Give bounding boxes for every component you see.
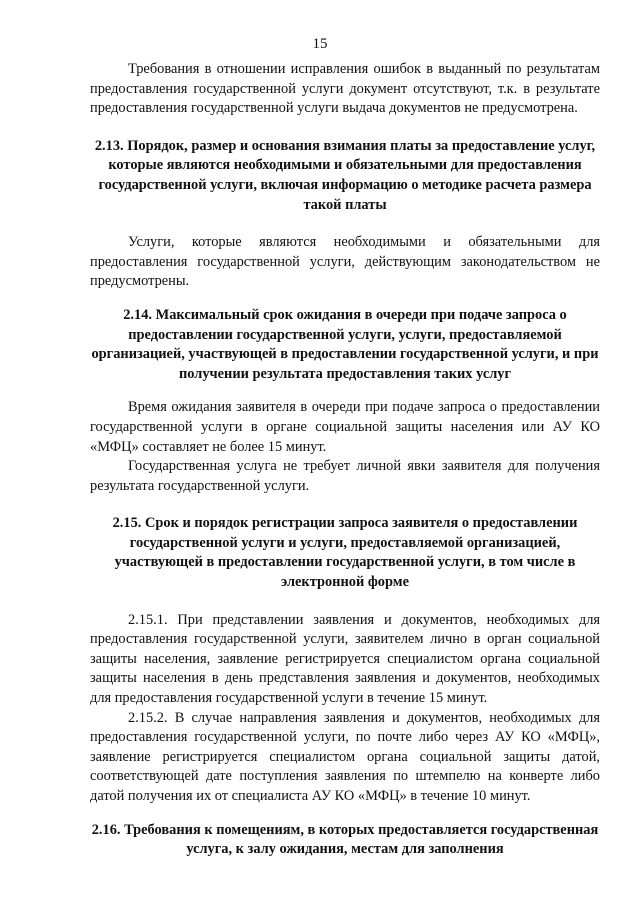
paragraph-2-15-2: 2.15.2. В случае направления заявления и документов, необходимых для предоставления государственной услуги, по почте либо через АУ КО «МФЦ», заявление регистрируется специалистом органа социальной защиты датой, соответствующей дате поступления заявления по штемпелю на конверте либо датой получения их от специалиста АУ КО «МФЦ» в течение 10 минут. [90, 709, 600, 804]
paragraph-waiting-time: Время ожидания заявителя в очереди при подаче запроса о предоставлении государственной услуги в органе социальной защиты населения или АУ КО «МФЦ» составляет не более 15 минут. [90, 399, 600, 455]
page-number: 15 [312, 36, 328, 52]
heading-2-14: 2.14. Максимальный срок ожидания в очереди при подаче запроса о предоставлении государственной услуги, услуги, предоставляемой организацией, участвующей в предоставлении государственной услуги, и при получении результата предоставления таких услуг [91, 306, 599, 382]
heading-2-13: 2.13. Порядок, размер и основания взимания платы за предоставление услуг, которые являются необходимыми и обязательными для предоставления государственной услуги, включая информацию о методике расчета размера такой платы [94, 137, 596, 213]
paragraph-error-correction: Требования в отношении исправления ошибок в выданный по результатам предоставления государственной услуги документ отсутствуют, т.к. в результате предоставления государственной услуги выдача документов не предусмотрена. [90, 61, 600, 117]
paragraph-required-services: Услуги, которые являются необходимыми и обязательными для предоставления государственной услуги, действующим законодательством не предусмотрены. [90, 234, 600, 290]
paragraph-personal-presence: Государственная услуга не требует личной явки заявителя для получения результата государственной услуги. [90, 458, 600, 494]
document-body [90, 60, 600, 860]
heading-2-15: 2.15. Срок и порядок регистрации запроса заявителя о предоставлении государственной услуги и услуги, предоставляемой организацией, участвующей в предоставлении государственной услуги, в том числе в электронной форме [112, 515, 578, 591]
heading-2-16: 2.16. Требования к помещениям, в которых предоставляется государственная услуга, к залу ожидания, местам для заполнения [91, 821, 599, 858]
paragraph-2-15-1: 2.15.1. При представлении заявления и документов, необходимых для предоставления государственной услуги, заявителем лично в орган социальной защиты населения, заявление регистрируется специалистом органа социальной защиты населения в день представления заявления и документов, необходимых для предоставления государственной услуги в течение 15 минут. [90, 611, 600, 707]
